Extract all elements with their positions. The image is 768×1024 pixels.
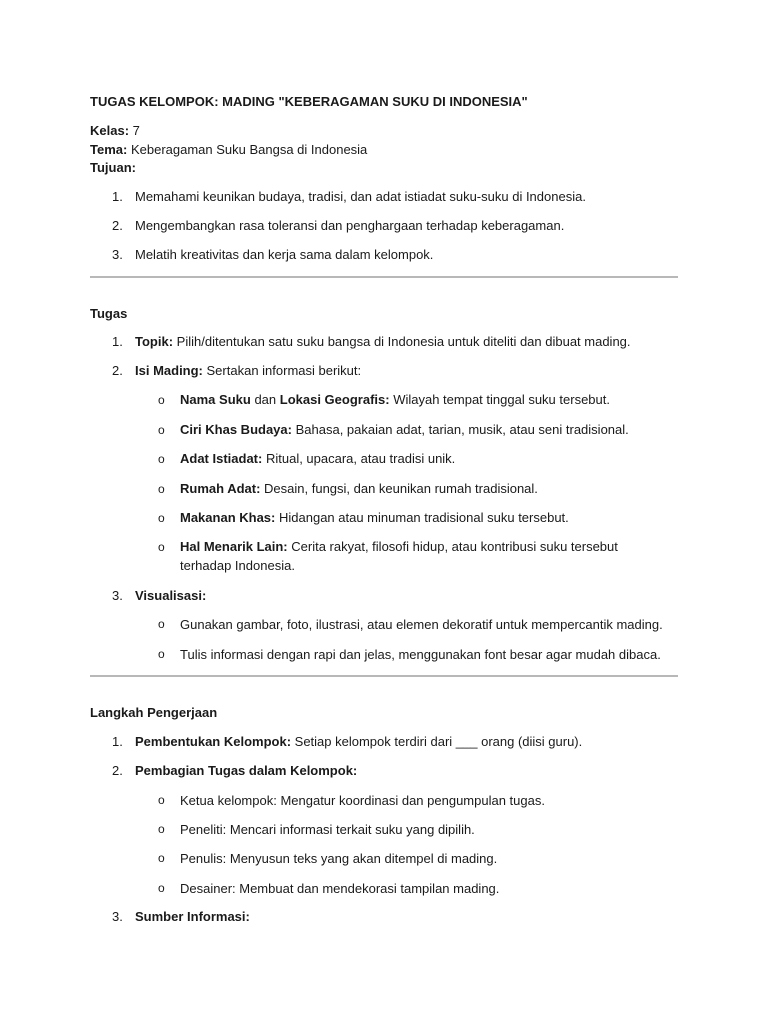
tujuan-item-1: Memahami keunikan budaya, tradisi, dan adat istiadat suku-suku di Indonesia.	[135, 189, 586, 204]
langkah-num-1: 1.	[112, 734, 123, 749]
kelas-line	[90, 123, 140, 138]
pembagian-sub-desainer: Desainer: Membuat dan mendekorasi tampilan mading.	[180, 881, 500, 896]
bullet-marker: o	[158, 452, 165, 466]
langkah-num-3: 3.	[112, 909, 123, 924]
kelas-label: Kelas:	[90, 123, 130, 138]
tema-line	[90, 142, 367, 157]
tugas-item-isi-mading: Isi Mading: Sertakan informasi berikut:	[135, 363, 362, 378]
tujuan-item-2: Mengembangkan rasa toleransi dan penghargaan terhadap keberagaman.	[135, 218, 565, 233]
tugas-num-2: 2.	[112, 363, 123, 378]
tujuan-label: Tujuan:	[90, 160, 136, 175]
bullet-marker: o	[158, 617, 165, 631]
divider	[90, 675, 678, 677]
tujuan-item-3: Melatih kreativitas dan kerja sama dalam kelompok.	[135, 247, 434, 262]
bullet-marker: o	[158, 881, 165, 895]
pembagian-sub-peneliti: Peneliti: Mencari informasi terkait suku yang dipilih.	[180, 822, 475, 837]
tugas-num-3: 3.	[112, 588, 123, 603]
bullet-marker: o	[158, 423, 165, 437]
visual-sub-gambar: Gunakan gambar, foto, ilustrasi, atau elemen dekoratif untuk mempercantik mading.	[180, 617, 663, 632]
tugas-num-1: 1.	[112, 334, 123, 349]
tujuan-num-2: 2.	[112, 218, 123, 233]
tugas-item-topik: Topik: Pilih/ditentukan satu suku bangsa di Indonesia untuk diteliti dan dibuat mading.	[135, 334, 631, 349]
isi-sub-adat-istiadat: Adat Istiadat: Ritual, upacara, atau tradisi unik.	[180, 451, 456, 466]
isi-sub-nama-suku: Nama Suku dan Lokasi Geografis: Wilayah tempat tinggal suku tersebut.	[180, 392, 610, 407]
langkah-heading: Langkah Pengerjaan	[90, 705, 218, 720]
bullet-marker: o	[158, 822, 165, 836]
isi-sub-makanan-khas: Makanan Khas: Hidangan atau minuman tradisional suku tersebut.	[180, 510, 569, 525]
isi-sub-hal-menarik: Hal Menarik Lain: Cerita rakyat, filosofi hidup, atau kontribusi suku tersebut terhadap Indonesia.	[180, 539, 618, 573]
document-title: TUGAS KELOMPOK: MADING "KEBERAGAMAN SUKU DI INDONESIA"	[90, 94, 528, 109]
tugas-item-visualisasi: Visualisasi:	[135, 588, 207, 603]
bullet-marker: o	[158, 511, 165, 525]
bullet-marker: o	[158, 540, 165, 554]
tujuan-num-3: 3.	[112, 247, 123, 262]
langkah-item-pembagian: Pembagian Tugas dalam Kelompok:	[135, 763, 358, 778]
tujuan-num-1: 1.	[112, 189, 123, 204]
tema-label: Tema:	[90, 142, 128, 157]
bullet-marker: o	[158, 393, 165, 407]
divider	[90, 276, 678, 278]
isi-sub-ciri-khas: Ciri Khas Budaya: Bahasa, pakaian adat, tarian, musik, atau seni tradisional.	[180, 422, 629, 437]
langkah-item-pembentukan: Pembentukan Kelompok: Setiap kelompok terdiri dari ___ orang (diisi guru).	[135, 734, 583, 749]
bullet-marker: o	[158, 647, 165, 661]
tema-value: Keberagaman Suku Bangsa di Indonesia	[130, 142, 368, 157]
visual-sub-tulis: Tulis informasi dengan rapi dan jelas, menggunakan font besar agar mudah dibaca.	[180, 647, 661, 662]
pembagian-sub-penulis: Penulis: Menyusun teks yang akan ditempel di mading.	[180, 851, 498, 866]
isi-sub-rumah-adat: Rumah Adat: Desain, fungsi, dan keunikan rumah tradisional.	[180, 481, 538, 496]
bullet-marker: o	[158, 482, 165, 496]
pembagian-sub-ketua: Ketua kelompok: Mengatur koordinasi dan pengumpulan tugas.	[180, 793, 545, 808]
kelas-value: 7	[132, 123, 140, 138]
bullet-marker: o	[158, 851, 165, 865]
tugas-heading: Tugas	[90, 306, 128, 321]
bullet-marker: o	[158, 793, 165, 807]
langkah-item-sumber: Sumber Informasi:	[135, 909, 250, 924]
langkah-num-2: 2.	[112, 763, 123, 778]
